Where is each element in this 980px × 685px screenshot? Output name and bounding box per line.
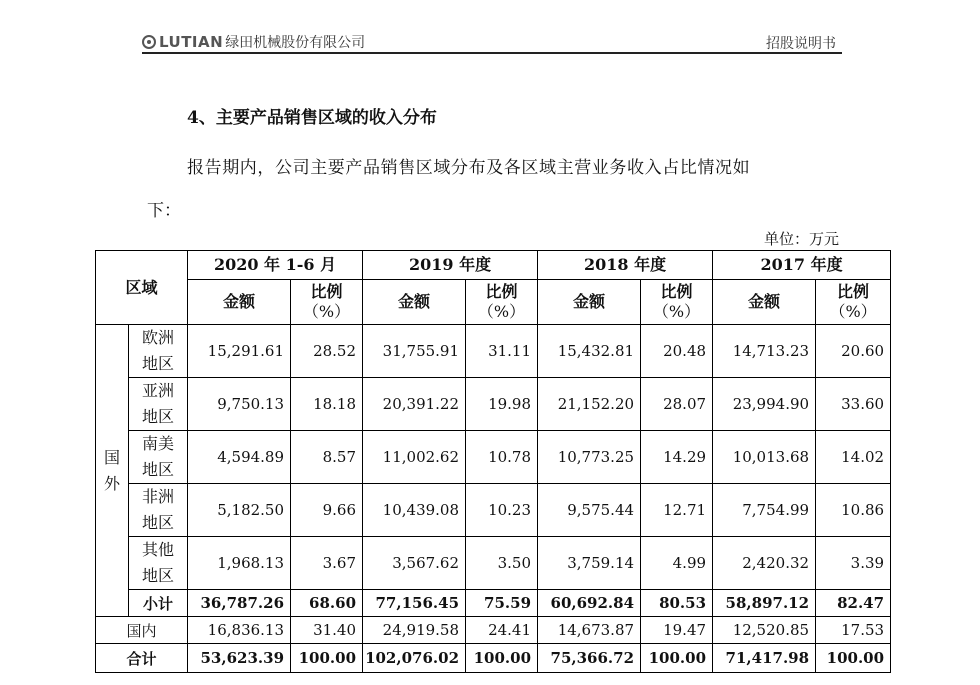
company-logo	[142, 32, 365, 52]
period-header: 2020 年 1-6 月	[188, 251, 363, 280]
amount-cell: 2,420.32	[713, 537, 816, 590]
amount-cell: 12,520.85	[713, 617, 816, 644]
table-row	[96, 325, 891, 378]
amount-cell: 5,182.50	[188, 484, 291, 537]
section-title: 4、主要产品销售区域的收入分布	[187, 108, 437, 128]
amount-header: 金额	[363, 280, 466, 325]
ratio-cell: 80.53	[641, 590, 713, 617]
amount-cell: 36,787.26	[188, 590, 291, 617]
ratio-cell: 82.47	[816, 590, 891, 617]
amount-cell: 15,291.61	[188, 325, 291, 378]
region-name: 南美 地区	[129, 431, 188, 484]
table-row	[96, 431, 891, 484]
region-header: 区域	[96, 251, 188, 325]
ratio-cell: 19.98	[466, 378, 538, 431]
paragraph-line-2: 下：	[147, 201, 181, 221]
ratio-cell: 8.57	[291, 431, 363, 484]
amount-cell: 58,897.12	[713, 590, 816, 617]
ratio-cell: 3.50	[466, 537, 538, 590]
amount-cell: 10,439.08	[363, 484, 466, 537]
overseas-label: 国 外	[96, 325, 129, 617]
amount-cell: 11,002.62	[363, 431, 466, 484]
amount-header: 金额	[188, 280, 291, 325]
page-header	[142, 30, 840, 54]
ratio-cell: 31.11	[466, 325, 538, 378]
company-name: 绿田机械股份有限公司	[225, 35, 366, 51]
ratio-cell: 3.67	[291, 537, 363, 590]
ratio-cell: 28.52	[291, 325, 363, 378]
period-header: 2019 年度	[363, 251, 538, 280]
revenue-by-region-table	[95, 250, 891, 673]
ratio-cell: 28.07	[641, 378, 713, 431]
table-row	[96, 537, 891, 590]
ratio-cell: 10.23	[466, 484, 538, 537]
ratio-cell: 75.59	[466, 590, 538, 617]
amount-cell: 53,623.39	[188, 644, 291, 673]
amount-cell: 23,994.90	[713, 378, 816, 431]
amount-cell: 9,575.44	[538, 484, 641, 537]
region-name: 欧洲 地区	[129, 325, 188, 378]
amount-header: 金额	[538, 280, 641, 325]
table-header-row	[96, 251, 891, 280]
amount-cell: 14,713.23	[713, 325, 816, 378]
document-type: 招股说明书	[766, 36, 836, 52]
total-label: 合计	[96, 644, 188, 673]
table-subheader-row	[96, 280, 891, 325]
ratio-header: 比例 （%）	[641, 280, 713, 325]
ratio-cell: 10.86	[816, 484, 891, 537]
ratio-cell: 12.71	[641, 484, 713, 537]
header-divider	[142, 52, 842, 54]
ratio-cell: 100.00	[641, 644, 713, 673]
ratio-cell: 4.99	[641, 537, 713, 590]
amount-cell: 75,366.72	[538, 644, 641, 673]
subtotal-row	[96, 590, 891, 617]
amount-cell: 7,754.99	[713, 484, 816, 537]
amount-cell: 20,391.22	[363, 378, 466, 431]
region-name: 亚洲 地区	[129, 378, 188, 431]
amount-cell: 16,836.13	[188, 617, 291, 644]
ratio-cell: 24.41	[466, 617, 538, 644]
ratio-cell: 18.18	[291, 378, 363, 431]
period-header: 2017 年度	[713, 251, 891, 280]
ratio-cell: 100.00	[466, 644, 538, 673]
amount-cell: 3,759.14	[538, 537, 641, 590]
amount-cell: 9,750.13	[188, 378, 291, 431]
amount-cell: 24,919.58	[363, 617, 466, 644]
domestic-row	[96, 617, 891, 644]
ratio-cell: 14.29	[641, 431, 713, 484]
ratio-cell: 100.00	[291, 644, 363, 673]
table-row	[96, 378, 891, 431]
ratio-header: 比例 （%）	[291, 280, 363, 325]
unit-label: 单位：万元	[763, 230, 839, 248]
amount-cell: 21,152.20	[538, 378, 641, 431]
ratio-cell: 19.47	[641, 617, 713, 644]
ratio-cell: 68.60	[291, 590, 363, 617]
period-header: 2018 年度	[538, 251, 713, 280]
table-row	[96, 484, 891, 537]
ratio-cell: 17.53	[816, 617, 891, 644]
ratio-cell: 14.02	[816, 431, 891, 484]
ratio-cell: 100.00	[816, 644, 891, 673]
logo-icon	[142, 35, 156, 49]
ratio-header: 比例 （%）	[466, 280, 538, 325]
amount-cell: 1,968.13	[188, 537, 291, 590]
subtotal-label: 小计	[129, 590, 188, 617]
brand-name: LUTIAN	[159, 33, 224, 51]
ratio-cell: 10.78	[466, 431, 538, 484]
ratio-cell: 20.48	[641, 325, 713, 378]
amount-cell: 4,594.89	[188, 431, 291, 484]
paragraph-line-1: 报告期内，公司主要产品销售区域分布及各区域主营业务收入占比情况如	[187, 158, 751, 178]
amount-cell: 77,156.45	[363, 590, 466, 617]
domestic-label: 国内	[96, 617, 188, 644]
amount-cell: 3,567.62	[363, 537, 466, 590]
amount-cell: 71,417.98	[713, 644, 816, 673]
amount-cell: 10,773.25	[538, 431, 641, 484]
ratio-cell: 31.40	[291, 617, 363, 644]
amount-cell: 31,755.91	[363, 325, 466, 378]
ratio-cell: 33.60	[816, 378, 891, 431]
amount-cell: 15,432.81	[538, 325, 641, 378]
amount-cell: 10,013.68	[713, 431, 816, 484]
amount-cell: 102,076.02	[363, 644, 466, 673]
amount-cell: 14,673.87	[538, 617, 641, 644]
amount-cell: 60,692.84	[538, 590, 641, 617]
total-row	[96, 644, 891, 673]
ratio-cell: 9.66	[291, 484, 363, 537]
region-name: 非洲 地区	[129, 484, 188, 537]
amount-header: 金额	[713, 280, 816, 325]
ratio-cell: 3.39	[816, 537, 891, 590]
region-name: 其他 地区	[129, 537, 188, 590]
ratio-header: 比例 （%）	[816, 280, 891, 325]
ratio-cell: 20.60	[816, 325, 891, 378]
